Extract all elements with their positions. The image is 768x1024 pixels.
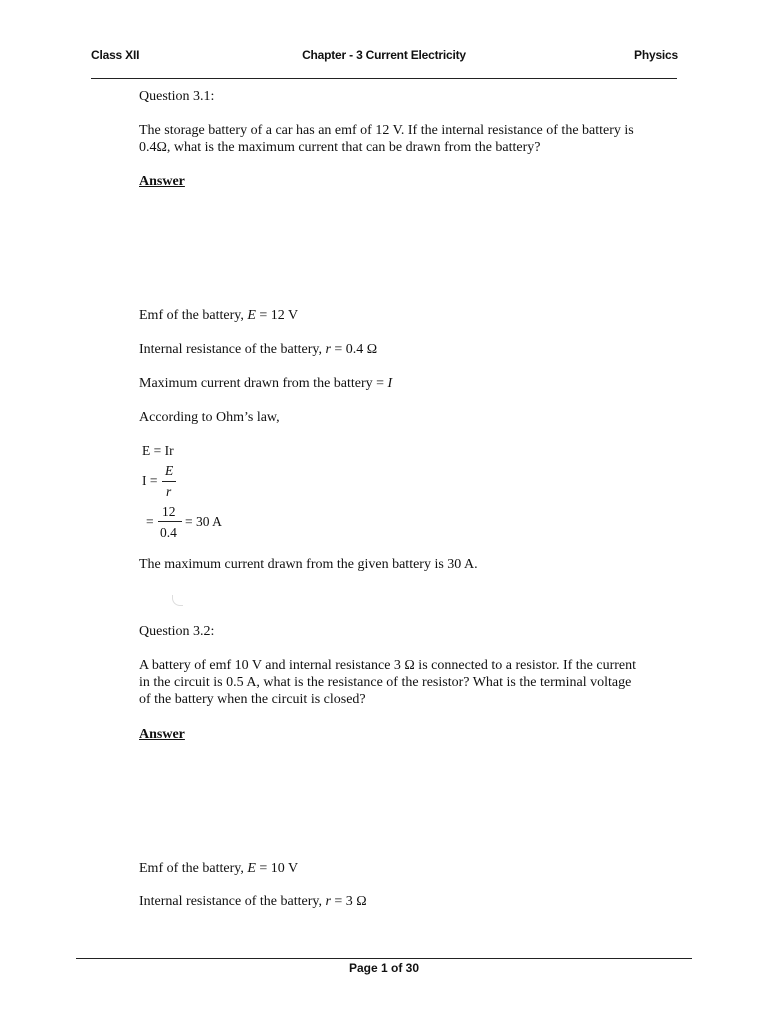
q1-eq3-equals: = xyxy=(146,514,154,529)
q1-current-var: I xyxy=(387,376,393,391)
page-number: Page 1 of 30 xyxy=(348,961,420,975)
footer-divider xyxy=(76,958,692,959)
q1-title: Question 3.1: xyxy=(139,89,215,104)
q1-eq3-result: = 30 A xyxy=(185,514,222,529)
q2-text-line2: in the circuit is 0.5 A, what is the resistance of the resistor? What is the terminal voltage xyxy=(139,675,632,690)
q2-emf-line xyxy=(139,860,298,877)
q2-emf-prefix: Emf of the battery, xyxy=(139,861,248,876)
header-divider xyxy=(91,78,677,79)
q2-emf-var: E xyxy=(247,861,256,876)
q1-eq2-lhs: I = xyxy=(142,473,158,488)
q2-text-line1: A battery of emf 10 V and internal resistance 3 Ω is connected to a resistor. If the current xyxy=(139,658,637,673)
q2-res-value: = 3 Ω xyxy=(330,894,367,909)
q2-res-var: r xyxy=(325,894,331,909)
header-chapter: Chapter - 3 Current Electricity xyxy=(302,48,466,62)
q1-emf-line xyxy=(139,307,298,324)
q1-eq3-num: 12 xyxy=(162,504,176,519)
q1-text-line2: 0.4Ω, what is the maximum current that can be drawn from the battery? xyxy=(139,140,541,155)
q1-res-var: r xyxy=(325,342,331,357)
q1-current-line xyxy=(139,375,392,392)
q1-emf-var: E xyxy=(247,308,256,323)
q2-resistance-line xyxy=(139,893,367,910)
q1-answer-label: Answer xyxy=(139,174,185,189)
q2-title: Question 3.2: xyxy=(139,624,215,639)
q1-ohm-line: According to Ohm’s law, xyxy=(139,410,280,425)
q1-eq2-num: E xyxy=(165,463,174,478)
q1-eq2-fraction-bar xyxy=(162,481,176,482)
q2-answer-label: Answer xyxy=(139,727,185,742)
q1-emf-prefix: Emf of the battery, xyxy=(139,308,248,323)
header-subject: Physics xyxy=(634,48,678,62)
q2-emf-value: = 10 V xyxy=(255,861,299,876)
q1-current-prefix: Maximum current drawn from the battery = xyxy=(139,376,388,391)
q2-text-line3: of the battery when the circuit is closed? xyxy=(139,692,366,707)
q1-res-value: = 0.4 Ω xyxy=(330,342,378,357)
header-class: Class XII xyxy=(91,48,140,62)
q1-eq3-fraction-bar xyxy=(158,521,182,522)
q1-eq3-den: 0.4 xyxy=(160,525,177,540)
q1-conclusion: The maximum current drawn from the given battery is 30 A. xyxy=(139,557,478,572)
q1-text-line1: The storage battery of a car has an emf of 12 V. If the internal resistance of the battery is xyxy=(139,123,634,138)
faint-mark xyxy=(172,595,183,606)
q1-eq1: E = Ir xyxy=(142,443,174,458)
q1-eq2-den: r xyxy=(166,484,172,499)
q2-res-prefix: Internal resistance of the battery, xyxy=(139,894,326,909)
q1-resistance-line xyxy=(139,341,377,358)
q1-emf-value: = 12 V xyxy=(255,308,299,323)
q1-res-prefix: Internal resistance of the battery, xyxy=(139,342,326,357)
